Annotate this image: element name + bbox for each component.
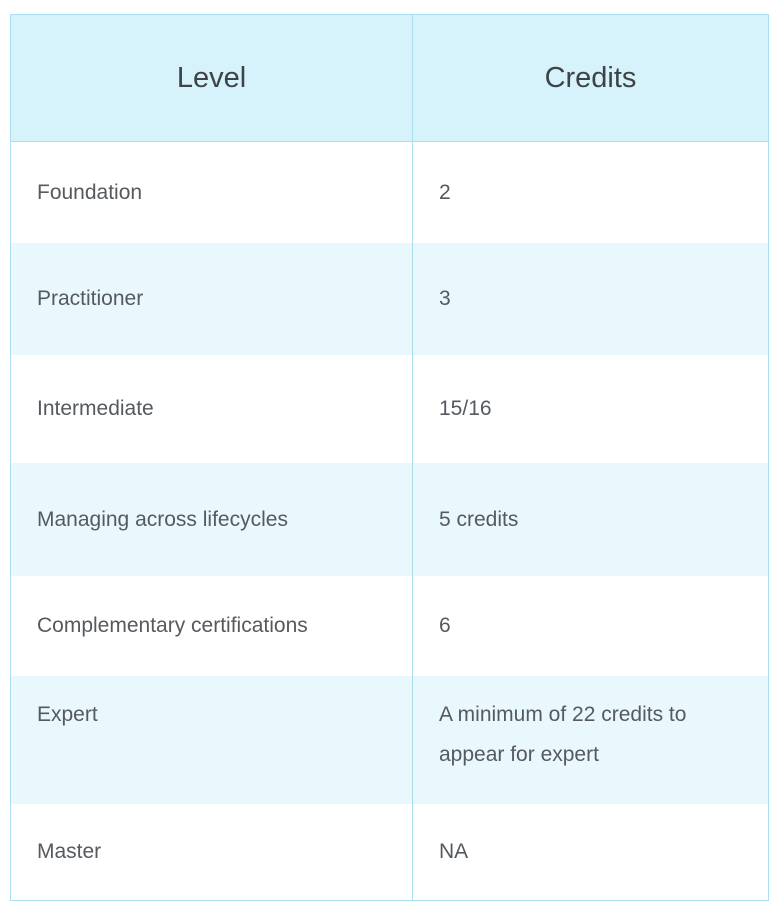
credits-cell: 15/16	[413, 355, 769, 463]
level-cell: Master	[11, 804, 413, 901]
table-row	[11, 804, 769, 901]
credits-cell: 6	[413, 576, 769, 676]
table-body	[11, 142, 769, 901]
credits-cell: NA	[413, 804, 769, 901]
table-row	[11, 676, 769, 804]
table-row	[11, 142, 769, 244]
credits-table-container	[10, 14, 768, 901]
level-cell: Expert	[11, 676, 413, 804]
credits-cell: 5 credits	[413, 463, 769, 576]
table-row	[11, 576, 769, 676]
table-header	[11, 15, 769, 142]
credits-cell: 2	[413, 142, 769, 244]
header-level: Level	[11, 15, 413, 142]
table-row	[11, 355, 769, 463]
level-cell: Practitioner	[11, 243, 413, 355]
credits-cell: 3	[413, 243, 769, 355]
credits-cell: A minimum of 22 credits to appear for expert	[413, 676, 769, 804]
level-cell: Foundation	[11, 142, 413, 244]
credits-table	[10, 14, 769, 901]
header-row	[11, 15, 769, 142]
level-cell: Intermediate	[11, 355, 413, 463]
header-credits: Credits	[413, 15, 769, 142]
table-row	[11, 463, 769, 576]
table-row	[11, 243, 769, 355]
level-cell: Complementary certifications	[11, 576, 413, 676]
level-cell: Managing across lifecycles	[11, 463, 413, 576]
